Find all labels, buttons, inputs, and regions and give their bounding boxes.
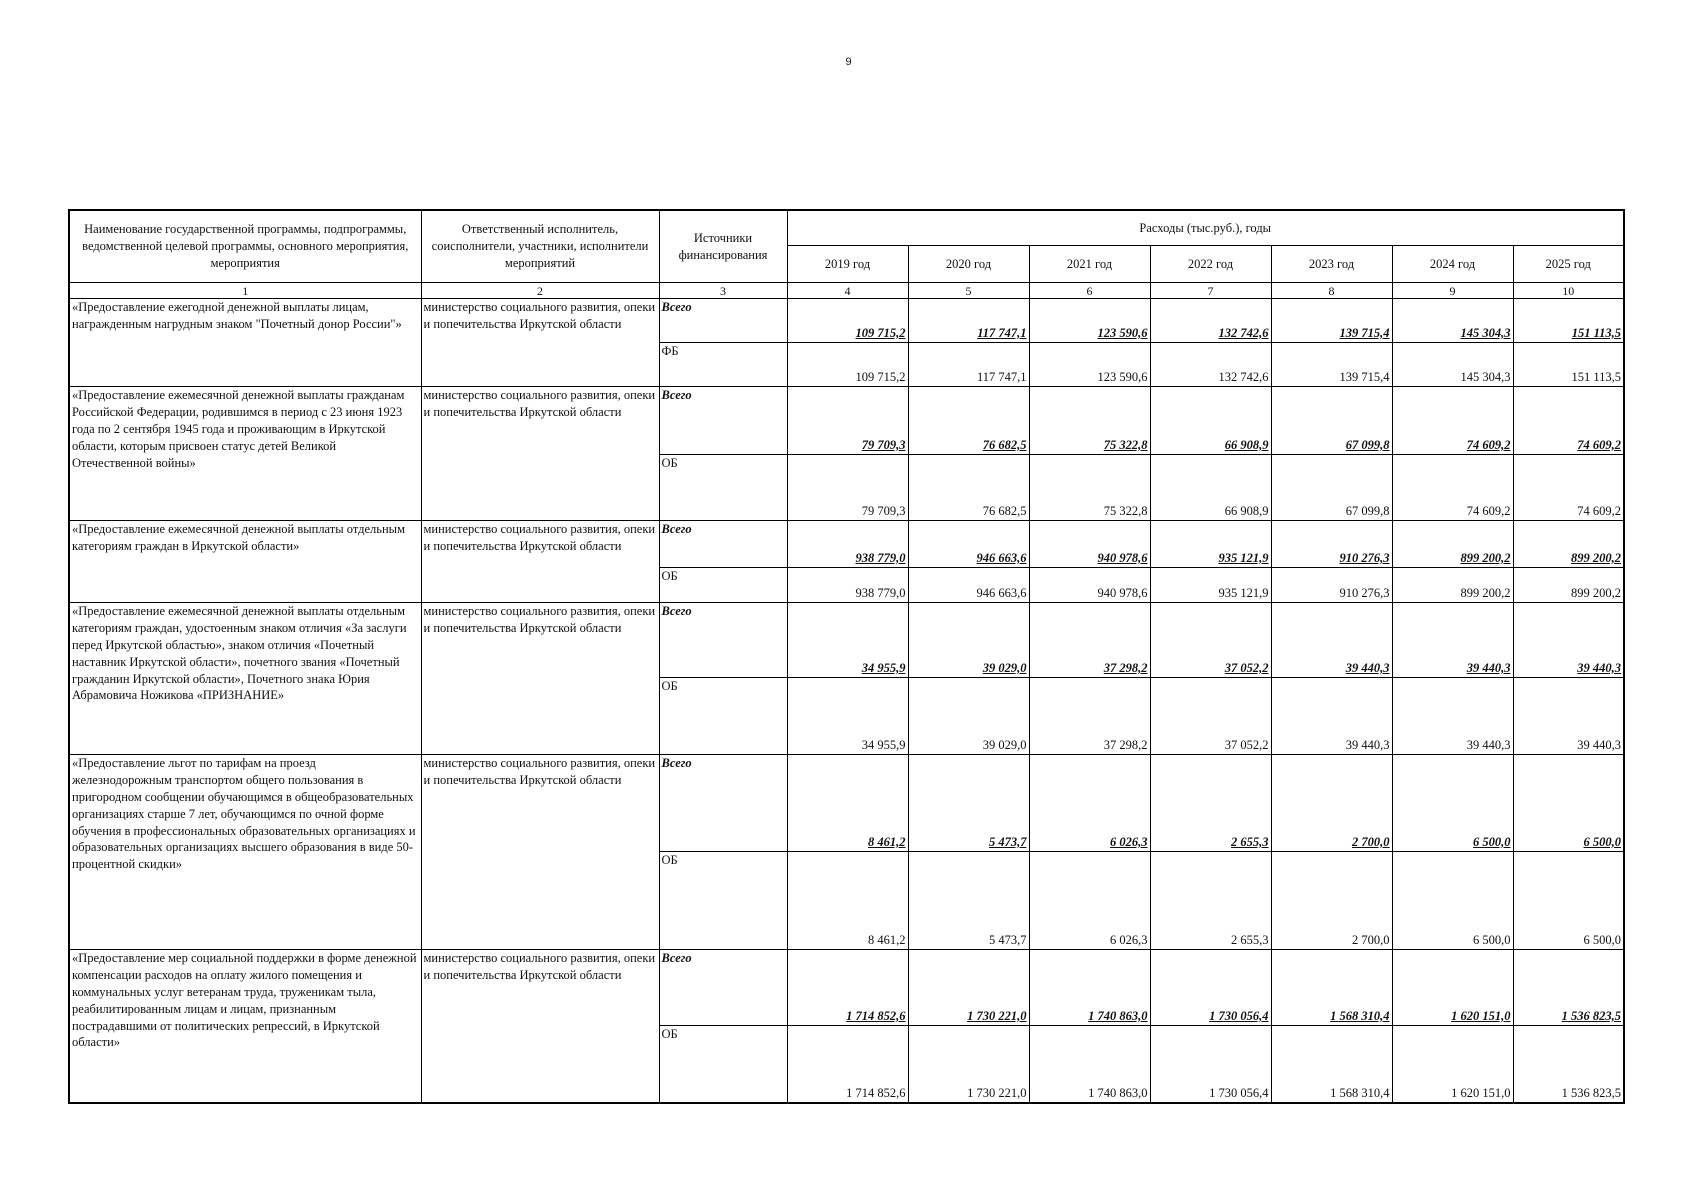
total-value: 935 121,9: [1150, 521, 1271, 568]
total-value: 74 609,2: [1513, 387, 1624, 455]
total-value: 145 304,3: [1392, 299, 1513, 343]
total-value: 1 714 852,6: [787, 950, 908, 1026]
total-value: 37 298,2: [1029, 603, 1150, 678]
source-value: 2 655,3: [1150, 852, 1271, 950]
source-value: 899 200,2: [1513, 568, 1624, 603]
measure-name: «Предоставление ежемесячной денежной выплаты гражданам Российской Федерации, родившимся в период с 23 июня 1923 года по 2 сентября 1945 года и проживающим в Иркутской области, которым присвоен статус детей Великой Отечественной войны»: [69, 387, 421, 521]
source-value: 109 715,2: [787, 343, 908, 387]
responsible-executor: министерство социального развития, опеки и попечительства Иркутской области: [421, 521, 659, 603]
source-value: 151 113,5: [1513, 343, 1624, 387]
responsible-executor: министерство социального развития, опеки и попечительства Иркутской области: [421, 603, 659, 755]
funding-source: ОБ: [659, 852, 787, 950]
funding-source: ФБ: [659, 343, 787, 387]
source-value: 132 742,6: [1150, 343, 1271, 387]
page-number: 9: [845, 56, 852, 68]
total-value: 1 620 151,0: [1392, 950, 1513, 1026]
column-number: 8: [1271, 283, 1392, 299]
source-value: 1 568 310,4: [1271, 1026, 1392, 1103]
total-value: 39 440,3: [1392, 603, 1513, 678]
source-value: 935 121,9: [1150, 568, 1271, 603]
header-year: 2020 год: [908, 246, 1029, 283]
total-value: 1 740 863,0: [1029, 950, 1150, 1026]
source-value: 940 978,6: [1029, 568, 1150, 603]
column-number: 1: [69, 283, 421, 299]
total-value: 74 609,2: [1392, 387, 1513, 455]
table-row-total: [69, 387, 1624, 455]
header-year: 2021 год: [1029, 246, 1150, 283]
column-number: 6: [1029, 283, 1150, 299]
total-value: 79 709,3: [787, 387, 908, 455]
total-value: 37 052,2: [1150, 603, 1271, 678]
total-value: 5 473,7: [908, 755, 1029, 852]
total-value: 6 500,0: [1513, 755, 1624, 852]
total-value: 1 536 823,5: [1513, 950, 1624, 1026]
funding-source-total: Всего: [659, 755, 787, 852]
total-value: 1 730 056,4: [1150, 950, 1271, 1026]
table-row-total: [69, 521, 1624, 568]
header-year: 2019 год: [787, 246, 908, 283]
header-executor: Ответственный исполнитель, соисполнители, участники, исполнители мероприятий: [421, 210, 659, 283]
total-value: 39 440,3: [1513, 603, 1624, 678]
source-value: 1 536 823,5: [1513, 1026, 1624, 1103]
table-row-total: [69, 950, 1624, 1026]
total-value: 66 908,9: [1150, 387, 1271, 455]
column-number: 2: [421, 283, 659, 299]
source-value: 74 609,2: [1392, 455, 1513, 521]
source-value: 2 700,0: [1271, 852, 1392, 950]
column-number: 3: [659, 283, 787, 299]
total-value: 6 026,3: [1029, 755, 1150, 852]
measure-name: «Предоставление ежемесячной денежной выплаты отдельным категориям граждан, удостоенным знаком отличия «За заслуги перед Иркутской областью», знаком отличия «Почетный наставник Иркутской области», почетного звания «Почетный гражданин Иркутской области», Почетного знака Юрия Абрамовича Ножикова «ПРИЗНАНИЕ»: [69, 603, 421, 755]
header-year: 2025 год: [1513, 246, 1624, 283]
source-value: 899 200,2: [1392, 568, 1513, 603]
source-value: 6 500,0: [1392, 852, 1513, 950]
responsible-executor: министерство социального развития, опеки и попечительства Иркутской области: [421, 299, 659, 387]
total-value: 938 779,0: [787, 521, 908, 568]
funding-source-total: Всего: [659, 950, 787, 1026]
header-year: 2022 год: [1150, 246, 1271, 283]
source-value: 1 740 863,0: [1029, 1026, 1150, 1103]
total-value: 39 440,3: [1271, 603, 1392, 678]
total-value: 34 955,9: [787, 603, 908, 678]
total-value: 2 655,3: [1150, 755, 1271, 852]
source-value: 67 099,8: [1271, 455, 1392, 521]
total-value: 6 500,0: [1392, 755, 1513, 852]
total-value: 67 099,8: [1271, 387, 1392, 455]
total-value: 123 590,6: [1029, 299, 1150, 343]
source-value: 1 730 056,4: [1150, 1026, 1271, 1103]
total-value: 899 200,2: [1513, 521, 1624, 568]
column-number: 9: [1392, 283, 1513, 299]
total-value: 151 113,5: [1513, 299, 1624, 343]
column-number: 4: [787, 283, 908, 299]
source-value: 6 500,0: [1513, 852, 1624, 950]
source-value: 79 709,3: [787, 455, 908, 521]
source-value: 139 715,4: [1271, 343, 1392, 387]
responsible-executor: министерство социального развития, опеки и попечительства Иркутской области: [421, 387, 659, 521]
total-value: 76 682,5: [908, 387, 1029, 455]
source-value: 39 029,0: [908, 678, 1029, 755]
measure-name: «Предоставление мер социальной поддержки в форме денежной компенсации расходов на оплату жилого помещения и коммунальных услуг ветеранам труда, труженикам тыла, реабилитированным лицам и лицам, признанным пострадавшими от политических репрессий, в Иркутской области»: [69, 950, 421, 1103]
total-value: 39 029,0: [908, 603, 1029, 678]
source-value: 39 440,3: [1271, 678, 1392, 755]
budget-table: [68, 209, 1625, 1104]
column-number: 10: [1513, 283, 1624, 299]
source-value: 76 682,5: [908, 455, 1029, 521]
header-name: Наименование государственной программы, подпрограммы, ведомственной целевой программы, основного мероприятия, мероприятия: [69, 210, 421, 283]
source-value: 74 609,2: [1513, 455, 1624, 521]
source-value: 39 440,3: [1392, 678, 1513, 755]
table-row-total: [69, 755, 1624, 852]
source-value: 66 908,9: [1150, 455, 1271, 521]
header-source: Источники финансирования: [659, 210, 787, 283]
total-value: 946 663,6: [908, 521, 1029, 568]
total-value: 117 747,1: [908, 299, 1029, 343]
funding-source-total: Всего: [659, 299, 787, 343]
source-value: 1 714 852,6: [787, 1026, 908, 1103]
source-value: 117 747,1: [908, 343, 1029, 387]
source-value: 946 663,6: [908, 568, 1029, 603]
total-value: 2 700,0: [1271, 755, 1392, 852]
measure-name: «Предоставление ежемесячной денежной выплаты отдельным категориям граждан в Иркутской области»: [69, 521, 421, 603]
funding-source: ОБ: [659, 678, 787, 755]
header-expenses: Расходы (тыс.руб.), годы: [787, 210, 1624, 246]
total-value: 899 200,2: [1392, 521, 1513, 568]
total-value: 910 276,3: [1271, 521, 1392, 568]
source-value: 123 590,6: [1029, 343, 1150, 387]
source-value: 39 440,3: [1513, 678, 1624, 755]
column-number: 7: [1150, 283, 1271, 299]
header-year: 2024 год: [1392, 246, 1513, 283]
source-value: 37 052,2: [1150, 678, 1271, 755]
total-value: 75 322,8: [1029, 387, 1150, 455]
source-value: 34 955,9: [787, 678, 908, 755]
total-value: 8 461,2: [787, 755, 908, 852]
total-value: 940 978,6: [1029, 521, 1150, 568]
source-value: 1 730 221,0: [908, 1026, 1029, 1103]
source-value: 1 620 151,0: [1392, 1026, 1513, 1103]
source-value: 145 304,3: [1392, 343, 1513, 387]
header-year: 2023 год: [1271, 246, 1392, 283]
source-value: 75 322,8: [1029, 455, 1150, 521]
source-value: 37 298,2: [1029, 678, 1150, 755]
total-value: 1 730 221,0: [908, 950, 1029, 1026]
table-body: [69, 299, 1624, 1103]
table-row-total: [69, 299, 1624, 343]
funding-source: ОБ: [659, 455, 787, 521]
column-number: 5: [908, 283, 1029, 299]
total-value: 1 568 310,4: [1271, 950, 1392, 1026]
funding-source: ОБ: [659, 1026, 787, 1103]
funding-source-total: Всего: [659, 387, 787, 455]
source-value: 938 779,0: [787, 568, 908, 603]
source-value: 5 473,7: [908, 852, 1029, 950]
source-value: 8 461,2: [787, 852, 908, 950]
funding-source-total: Всего: [659, 521, 787, 568]
table-row-total: [69, 603, 1624, 678]
total-value: 139 715,4: [1271, 299, 1392, 343]
funding-source: ОБ: [659, 568, 787, 603]
source-value: 6 026,3: [1029, 852, 1150, 950]
measure-name: «Предоставление льгот по тарифам на проезд железнодорожным транспортом общего пользования в пригородном сообщении обучающимся в общеобразовательных организациях старше 7 лет, обучающимся по очной форме обучения в профессиональных образовательных организациях и образовательных организациях высшего образования в виде 50-процентной скидки»: [69, 755, 421, 950]
source-value: 910 276,3: [1271, 568, 1392, 603]
responsible-executor: министерство социального развития, опеки и попечительства Иркутской области: [421, 950, 659, 1103]
responsible-executor: министерство социального развития, опеки и попечительства Иркутской области: [421, 755, 659, 950]
total-value: 132 742,6: [1150, 299, 1271, 343]
total-value: 109 715,2: [787, 299, 908, 343]
measure-name: «Предоставление ежегодной денежной выплаты лицам, награжденным нагрудным знаком "Почетный донор России"»: [69, 299, 421, 387]
funding-source-total: Всего: [659, 603, 787, 678]
